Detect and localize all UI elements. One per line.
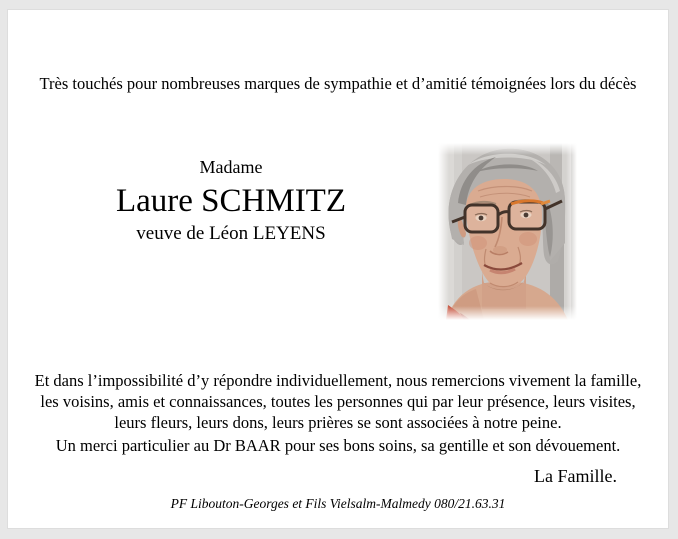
honorific: Madame	[199, 157, 263, 177]
portrait-photo	[438, 143, 577, 320]
thanks-paragraph-line: les voisins, amis et connaissances, toutes les personnes qui par leur présence, leurs visites,	[40, 392, 636, 411]
widow-line: veuve de Léon LEYENS	[136, 223, 326, 244]
funeral-home-footer: PF Libouton-Georges et Fils Vielsalm-Malmedy 080/21.63.31	[170, 496, 506, 511]
thanks-paragraph-line: leurs fleurs, leurs dons, leurs prières se sont associées à notre peine.	[114, 413, 562, 432]
deceased-name: Laure SCHMITZ	[115, 183, 347, 219]
doctor-thanks: Un merci particulier au Dr BAAR pour ses bons soins, sa gentille et son dévouement.	[55, 436, 621, 455]
signature: La Famille.	[534, 466, 617, 486]
intro-line: Très touchés pour nombreuses marques de sympathie et d’amitié témoignées lors du décès	[39, 74, 637, 93]
elderly-woman-portrait-illustration	[438, 143, 577, 320]
thanks-paragraph-line: Et dans l’impossibilité d’y répondre individuellement, nous remercions vivement la famille,	[34, 371, 642, 390]
memorial-card	[8, 10, 668, 528]
thanks-paragraph	[8, 370, 668, 433]
